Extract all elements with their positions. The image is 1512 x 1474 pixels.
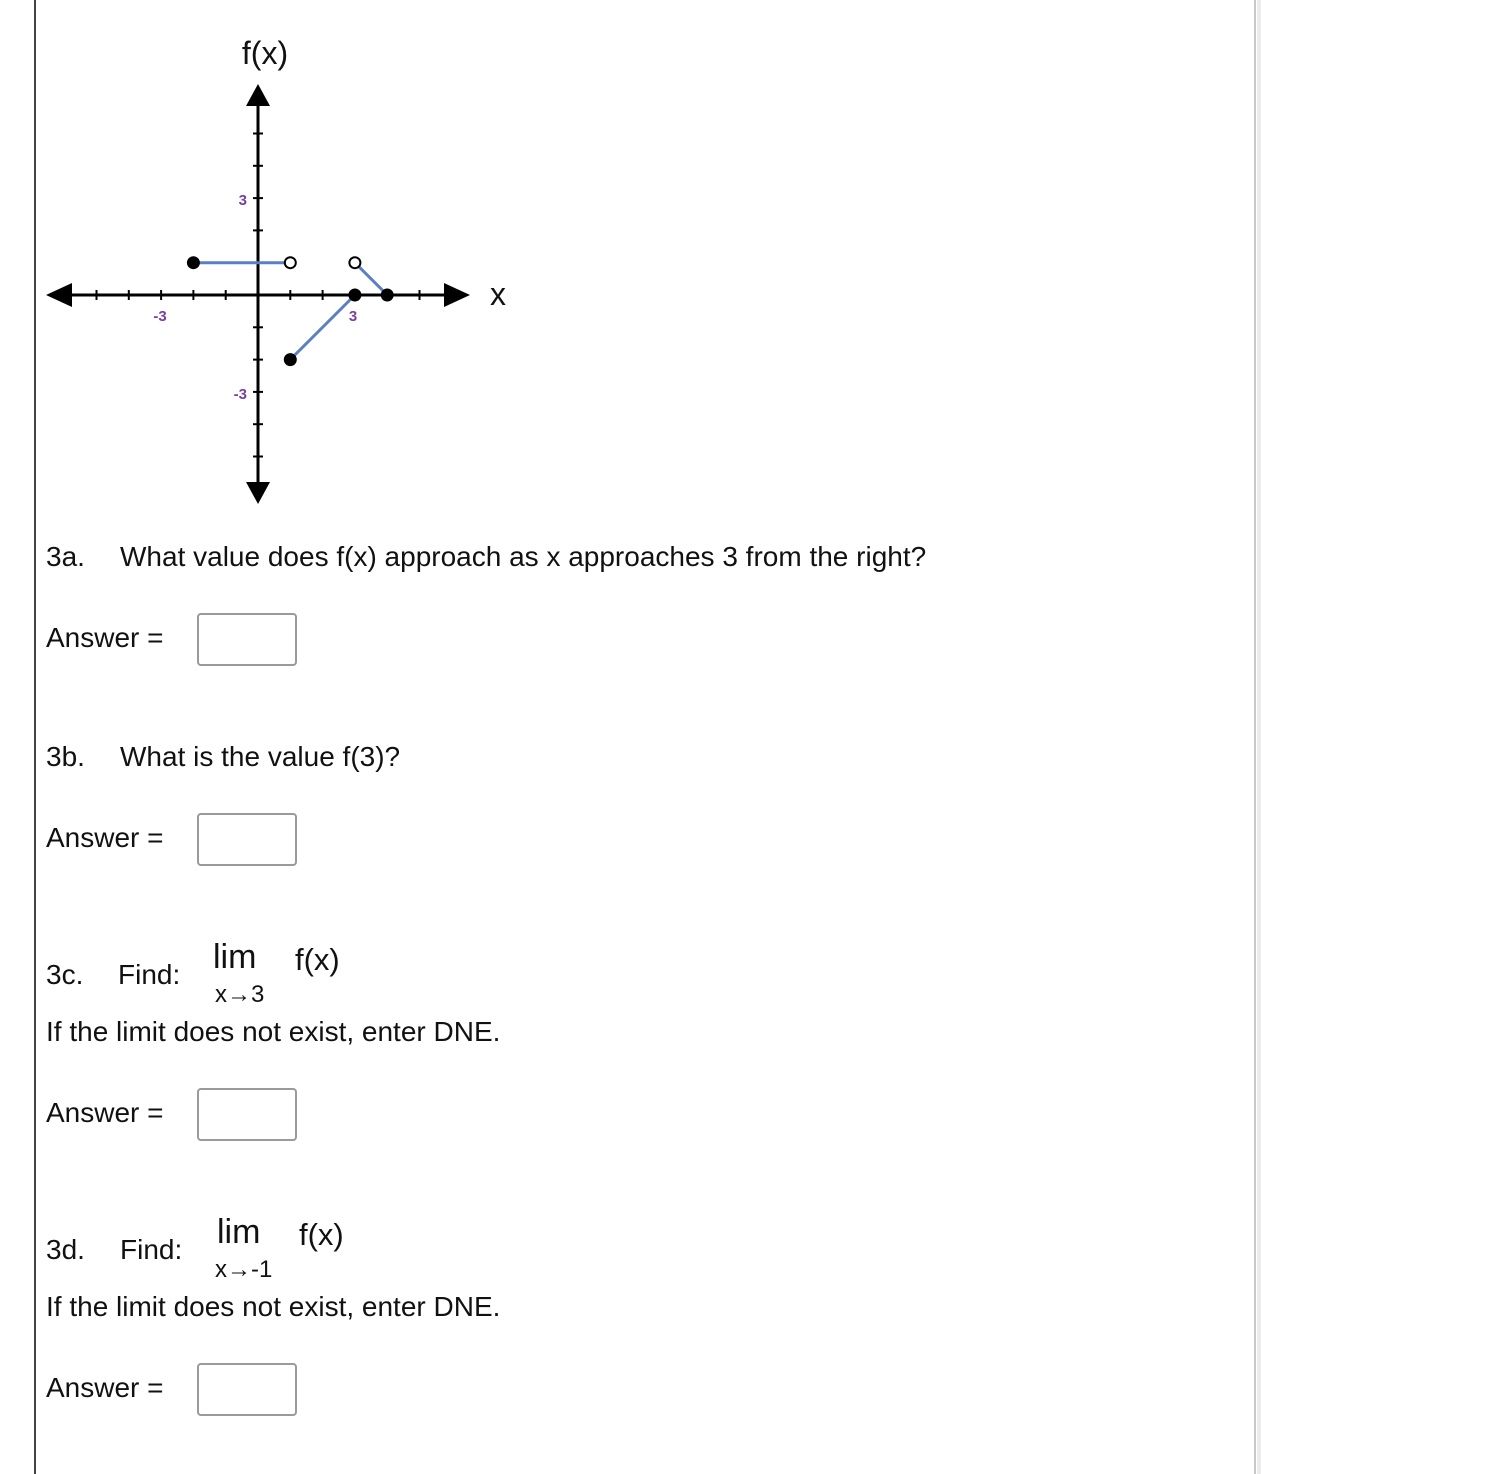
x-axis-left-arrow xyxy=(46,283,72,307)
question-3c-number: 3c. xyxy=(46,959,84,990)
answer-3a-label: Answer = xyxy=(46,622,164,653)
answer-3a-input[interactable] xyxy=(197,613,297,666)
question-3c-note: If the limit does not exist, enter DNE. xyxy=(46,1016,501,1047)
x-tick-label-pos: 3 xyxy=(348,308,358,325)
closed-point-2-end xyxy=(349,290,360,301)
x-tick-label-neg: -3 xyxy=(153,308,167,325)
plot-segments xyxy=(188,257,393,365)
question-3d-number: 3d. xyxy=(46,1234,85,1265)
segment-3 xyxy=(355,263,387,295)
y-axis-label: f(x) xyxy=(241,35,289,71)
answer-3c-input[interactable] xyxy=(197,1088,297,1141)
closed-point-1-start xyxy=(188,257,199,268)
question-3c-approach: x→3 xyxy=(215,981,265,1008)
question-3c-function: f(x) xyxy=(295,942,340,977)
question-3b-number: 3b. xyxy=(46,741,85,772)
question-3b-text: What is the value f(3)? xyxy=(120,741,401,772)
question-3c-lim: lim xyxy=(213,938,257,976)
question-3d-function: f(x) xyxy=(299,1217,344,1252)
y-tick-label-pos: 3 xyxy=(238,192,247,209)
question-3d-approach: x→-1 xyxy=(215,1256,273,1283)
y-axis-up-arrow xyxy=(246,84,270,106)
question-3c-find-label: Find: xyxy=(118,959,181,990)
question-3a-text: What value does f(x) approach as x approaches 3 from the right? xyxy=(120,541,927,572)
x-axis-right-arrow xyxy=(444,283,470,307)
axes xyxy=(46,84,470,504)
closed-point-3-end xyxy=(382,290,393,301)
segment-2 xyxy=(290,295,358,360)
open-point-3-start xyxy=(349,257,360,268)
open-point-1-end xyxy=(285,257,296,268)
answer-3d-label: Answer = xyxy=(46,1372,164,1403)
function-graph xyxy=(40,30,520,510)
question-3a-number: 3a. xyxy=(46,541,85,572)
y-tick-label-neg: -3 xyxy=(233,386,247,403)
question-3d-find-label: Find: xyxy=(120,1234,183,1265)
y-axis-down-arrow xyxy=(246,482,270,504)
answer-3d-input[interactable] xyxy=(197,1363,297,1416)
answer-3c-label: Answer = xyxy=(46,1097,164,1128)
question-3d-lim: lim xyxy=(217,1213,261,1251)
answer-3b-input[interactable] xyxy=(197,813,297,866)
panel-edge xyxy=(1257,0,1261,1474)
closed-point-2-start xyxy=(285,354,296,365)
question-3d-note: If the limit does not exist, enter DNE. xyxy=(46,1291,501,1322)
answer-3b-label: Answer = xyxy=(46,822,164,853)
x-axis-label: x xyxy=(490,276,506,312)
